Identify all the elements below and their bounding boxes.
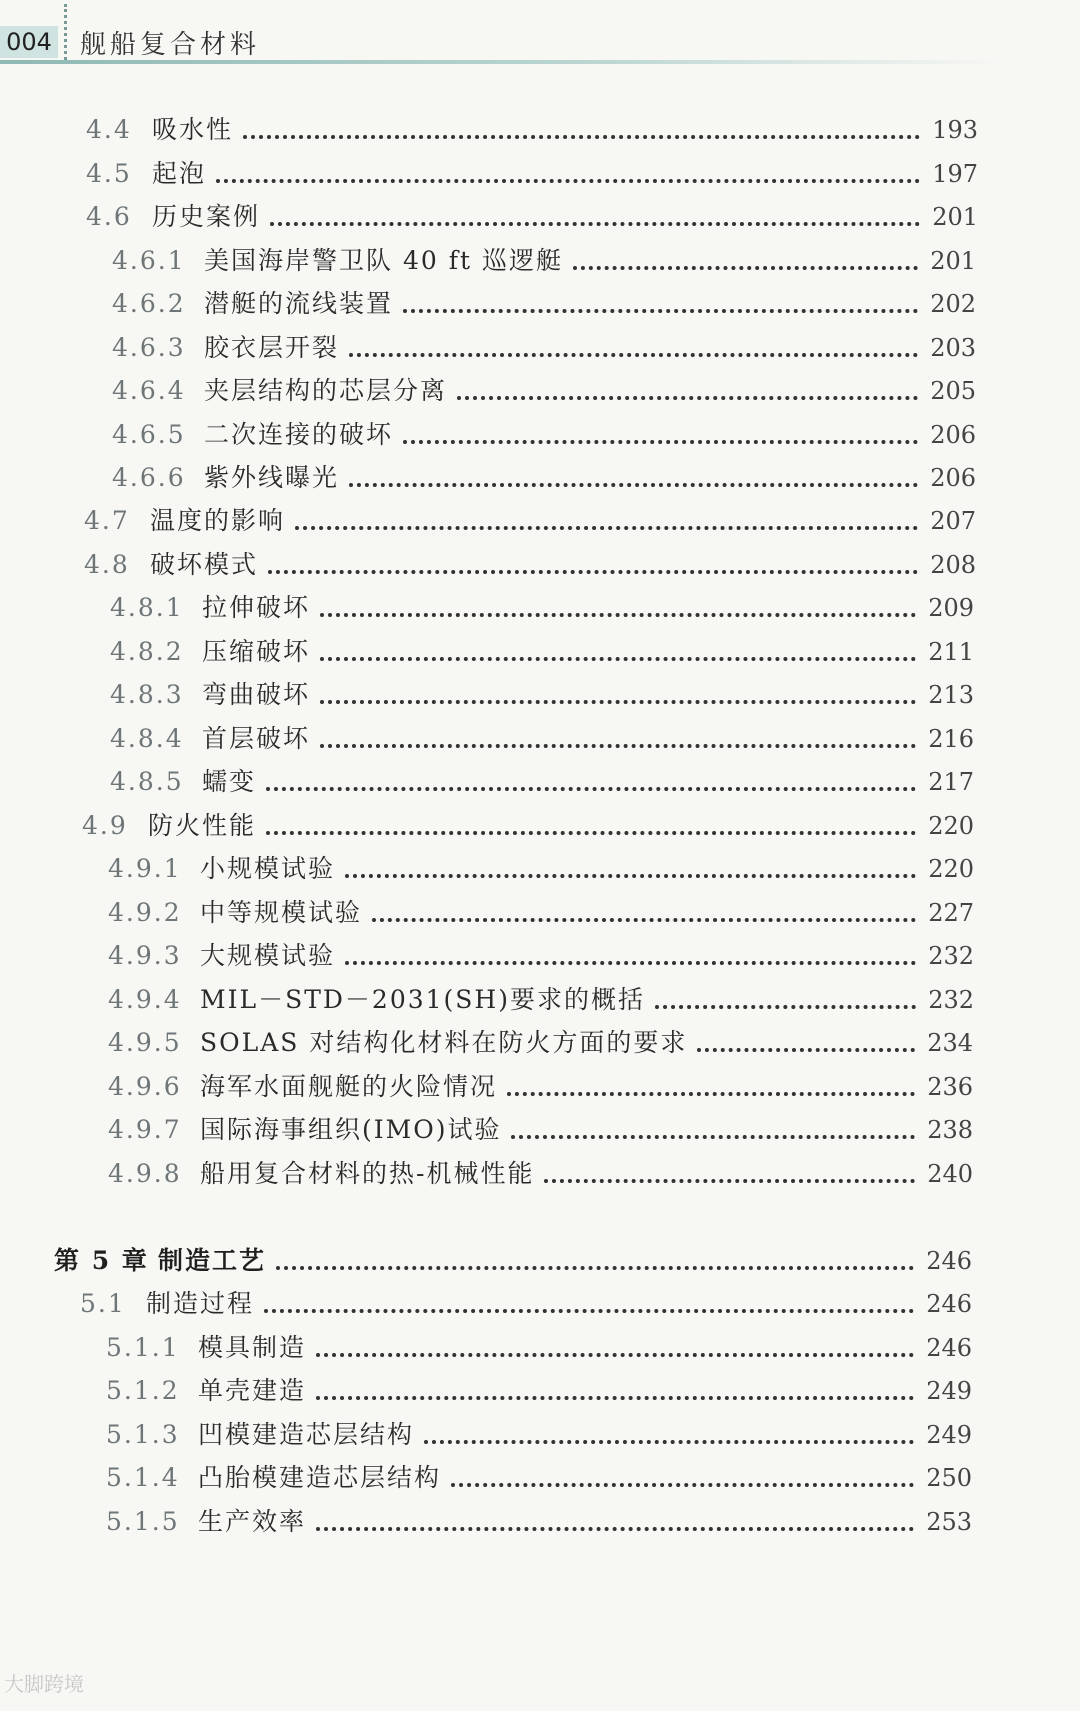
toc-dot-leader <box>320 744 916 748</box>
toc-entry-page: 246 <box>926 1334 972 1362</box>
toc-entry-title: 凸胎模建造芯层结构 <box>198 1463 442 1492</box>
toc-entry-number: 4.8.2 <box>110 637 184 666</box>
toc-entry-title: MIL－STD－2031(SH)要求的概括 <box>200 985 645 1014</box>
toc-entry-page: 220 <box>928 855 974 883</box>
toc-entry-number: 4.8.1 <box>110 593 184 622</box>
toc-entry-page: 246 <box>926 1290 972 1318</box>
toc-entry-title: 夹层结构的芯层分离 <box>204 376 448 405</box>
page-header <box>0 0 1080 66</box>
toc-entry-title: 温度的影响 <box>150 506 286 535</box>
toc-entry-number: 5.1.1 <box>106 1333 180 1362</box>
toc-entry-title: 模具制造 <box>198 1333 307 1362</box>
toc-entry-page: 203 <box>930 334 976 362</box>
toc-entry-number: 4.6.4 <box>112 376 186 405</box>
toc-entry <box>86 199 978 235</box>
toc-entry-page: 209 <box>928 594 974 622</box>
toc-entry-title: 历史案例 <box>152 202 261 231</box>
toc-dot-leader <box>511 1135 915 1139</box>
toc-dot-leader <box>349 483 918 487</box>
toc-entry-number: 4.6 <box>86 202 132 231</box>
toc-entry-number: 4.9 <box>82 811 128 840</box>
toc-entry-page: 202 <box>930 290 976 318</box>
toc-entry-title: 生产效率 <box>198 1507 307 1536</box>
toc-dot-leader <box>270 222 920 226</box>
toc-entry-page: 227 <box>928 899 974 927</box>
toc-entry-title: 制造过程 <box>146 1289 255 1318</box>
toc-entry <box>112 417 976 453</box>
toc-entry <box>108 851 974 887</box>
toc-entry <box>112 373 976 409</box>
toc-entry-page: 249 <box>926 1377 972 1405</box>
toc-dot-leader <box>316 1527 914 1531</box>
watermark: 大脚跨境 <box>4 1672 84 1696</box>
toc-entry <box>106 1460 972 1496</box>
toc-entry-number: 4.6.6 <box>112 463 186 492</box>
toc-entry-page: 249 <box>926 1421 972 1449</box>
toc-entry-page: 217 <box>928 768 974 796</box>
toc-entry-title: 起泡 <box>152 159 207 188</box>
toc-entry-title: 防火性能 <box>148 811 257 840</box>
toc-entry-number: 4.8.4 <box>110 724 184 753</box>
toc-dot-leader <box>697 1048 915 1052</box>
page-number: 004 <box>0 26 58 58</box>
toc-dot-leader <box>216 179 920 183</box>
toc-entry <box>84 503 976 539</box>
toc-entry-title: 单壳建造 <box>198 1376 307 1405</box>
toc-entry-title: 胶衣层开裂 <box>204 333 340 362</box>
toc-dot-leader <box>451 1483 914 1487</box>
toc-entry-number: 5.1.4 <box>106 1463 180 1492</box>
toc-entry-page: 208 <box>930 551 976 579</box>
toc-entry-page: 253 <box>926 1508 972 1536</box>
toc-entry-number: 4.4 <box>86 115 132 144</box>
toc-entry <box>80 1286 972 1322</box>
toc-entry <box>108 895 974 931</box>
toc-entry-number: 4.9.8 <box>108 1159 182 1188</box>
toc-entry <box>86 112 978 148</box>
toc-entry-page: 246 <box>926 1247 972 1275</box>
toc-entry-title: 破坏模式 <box>150 550 259 579</box>
toc-entry <box>106 1504 972 1540</box>
toc-entry-number: 4.7 <box>84 506 130 535</box>
toc-dot-leader <box>424 1440 914 1444</box>
toc-entry-number: 第 5 章 <box>54 1246 149 1275</box>
toc-entry-page: 232 <box>928 986 974 1014</box>
toc-entry-page: 238 <box>927 1116 973 1144</box>
toc-entry <box>110 764 974 800</box>
toc-entry-page: 234 <box>927 1029 973 1057</box>
toc-entry <box>110 677 974 713</box>
toc-entry <box>110 590 974 626</box>
toc-entry <box>106 1417 972 1453</box>
toc-dot-leader <box>243 135 920 139</box>
toc-dot-leader <box>655 1005 916 1009</box>
toc-entry-number: 4.9.2 <box>108 898 182 927</box>
toc-entry <box>110 721 974 757</box>
toc-entry-title: 中等规模试验 <box>200 898 363 927</box>
toc-entry-number: 4.9.3 <box>108 941 182 970</box>
toc-dot-leader <box>266 831 916 835</box>
toc-entry-page: 250 <box>926 1464 972 1492</box>
toc-dot-leader <box>345 874 916 878</box>
toc-entry <box>84 547 976 583</box>
toc-dot-leader <box>457 396 918 400</box>
header-rule <box>0 60 1000 64</box>
toc-entry-page: 201 <box>932 203 978 231</box>
toc-entry-number: 4.9.7 <box>108 1115 182 1144</box>
toc-entry-page: 236 <box>927 1073 973 1101</box>
toc-entry-title: 拉伸破坏 <box>202 593 311 622</box>
toc-entry-title: 二次连接的破坏 <box>204 420 394 449</box>
toc-entry-title: 首层破坏 <box>202 724 311 753</box>
toc-dot-leader <box>507 1092 915 1096</box>
toc-entry-number: 4.6.2 <box>112 289 186 318</box>
toc-dot-leader <box>349 353 918 357</box>
toc-entry-page: 211 <box>928 638 974 666</box>
toc-entry-title: 蠕变 <box>202 767 257 796</box>
toc-entry-number: 4.6.5 <box>112 420 186 449</box>
toc-entry-number: 4.9.1 <box>108 854 182 883</box>
toc-entry-title: 国际海事组织(IMO)试验 <box>200 1115 502 1144</box>
book-title: 舰船复合材料 <box>80 30 261 60</box>
toc-entry-title: 船用复合材料的热-机械性能 <box>200 1159 535 1188</box>
toc-entry-title: 潜艇的流线装置 <box>204 289 394 318</box>
toc-entry-number: 5.1.3 <box>106 1420 180 1449</box>
toc-dot-leader <box>573 266 918 270</box>
toc-entry <box>108 938 974 974</box>
toc-entry <box>112 460 976 496</box>
toc-entry-title: 紫外线曝光 <box>204 463 340 492</box>
toc-entry <box>112 243 976 279</box>
toc-entry-page: 213 <box>928 681 974 709</box>
toc-entry-number: 4.9.4 <box>108 985 182 1014</box>
toc-dot-leader <box>372 918 916 922</box>
toc-entry-number: 4.8.5 <box>110 767 184 796</box>
toc-entry-page: 240 <box>927 1160 973 1188</box>
toc-entry-page: 220 <box>928 812 974 840</box>
toc-dot-leader <box>268 570 918 574</box>
toc-entry-title: 吸水性 <box>152 115 234 144</box>
toc-entry-number: 5.1.5 <box>106 1507 180 1536</box>
toc-dot-leader <box>320 657 916 661</box>
toc-entry-title: 大规模试验 <box>200 941 336 970</box>
toc-dot-leader <box>295 526 918 530</box>
toc-entry-title: 制造工艺 <box>158 1246 267 1275</box>
toc-entry-title: 小规模试验 <box>200 854 336 883</box>
toc-entry <box>108 1025 973 1061</box>
toc-entry-page: 193 <box>932 116 978 144</box>
toc-entry <box>112 286 976 322</box>
toc-dot-leader <box>403 440 918 444</box>
toc-entry <box>108 982 974 1018</box>
toc-entry-page: 216 <box>928 725 974 753</box>
toc-entry-page: 197 <box>932 160 978 188</box>
toc-entry <box>110 634 974 670</box>
toc-entry <box>106 1373 972 1409</box>
toc-dot-leader <box>320 700 916 704</box>
toc-entry-number: 4.8 <box>84 550 130 579</box>
header-separator <box>64 4 71 60</box>
toc-dot-leader <box>320 613 916 617</box>
toc-chapter-entry <box>54 1243 972 1279</box>
toc-entry-page: 201 <box>930 247 976 275</box>
toc-dot-leader <box>266 787 916 791</box>
toc-entry-number: 5.1 <box>80 1289 126 1318</box>
toc-entry <box>82 808 974 844</box>
toc-entry-number: 4.6.1 <box>112 246 186 275</box>
toc-entry-title: SOLAS 对结构化材料在防火方面的要求 <box>200 1028 688 1057</box>
toc-dot-leader <box>276 1266 914 1270</box>
toc-entry-number: 5.1.2 <box>106 1376 180 1405</box>
toc-entry-title: 凹模建造芯层结构 <box>198 1420 415 1449</box>
toc-entry <box>108 1156 973 1192</box>
toc-dot-leader <box>403 309 918 313</box>
toc-entry-number: 4.8.3 <box>110 680 184 709</box>
toc-entry <box>108 1069 973 1105</box>
toc-entry-page: 206 <box>930 464 976 492</box>
toc-entry-title: 弯曲破坏 <box>202 680 311 709</box>
toc-dot-leader <box>544 1179 915 1183</box>
toc-entry <box>108 1112 973 1148</box>
toc-entry-page: 206 <box>930 421 976 449</box>
toc-entry-title: 海军水面舰艇的火险情况 <box>200 1072 498 1101</box>
toc-entry-number: 4.9.5 <box>108 1028 182 1057</box>
toc-entry <box>106 1330 972 1366</box>
toc-entry-title: 美国海岸警卫队 40 ft 巡逻艇 <box>204 246 563 275</box>
toc-dot-leader <box>316 1353 914 1357</box>
toc-entry-page: 232 <box>928 942 974 970</box>
toc-entry-title: 压缩破坏 <box>202 637 311 666</box>
toc-entry <box>86 156 978 192</box>
toc-dot-leader <box>345 961 916 965</box>
toc-entry-page: 207 <box>930 507 976 535</box>
toc-entry <box>112 330 976 366</box>
toc-entry-number: 4.6.3 <box>112 333 186 362</box>
toc-entry-page: 205 <box>930 377 976 405</box>
toc-dot-leader <box>264 1309 914 1313</box>
toc-entry-number: 4.5 <box>86 159 132 188</box>
toc-entry-number: 4.9.6 <box>108 1072 182 1101</box>
toc-dot-leader <box>316 1396 914 1400</box>
